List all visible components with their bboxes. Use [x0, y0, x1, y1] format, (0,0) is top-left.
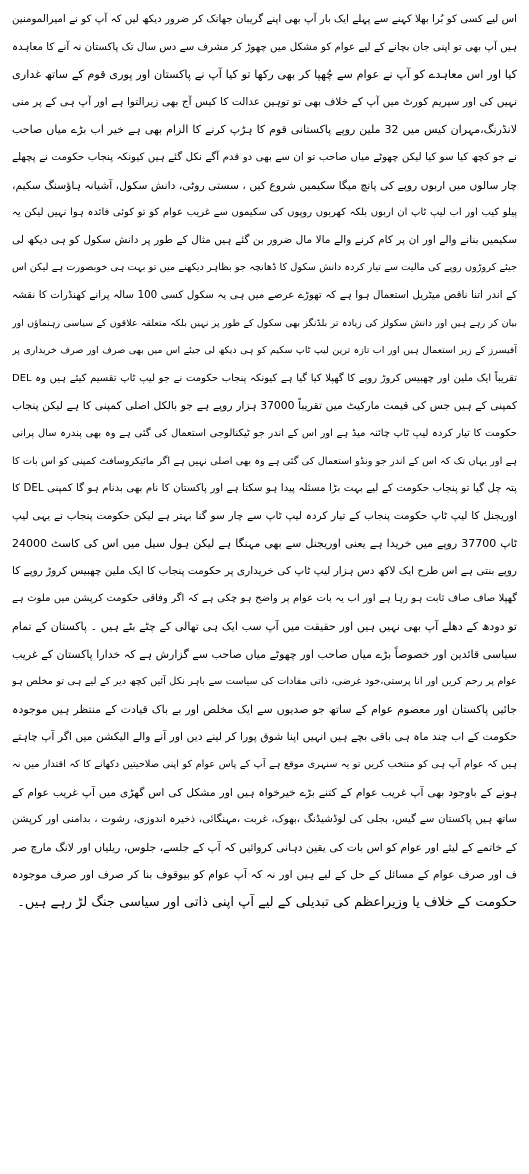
article-line-last: حکومت کے خلاف یا وزیراعظم کی تبدیلی کے لیے آپ اپنی ذاتی اور سیاسی جنگ لڑ رہے ہیں۔ — [17, 895, 517, 910]
article-line: عوام پر رحم کریں اور انا پرستی،خود غرضی، ذاتی مفادات کی سیاست سے باہر نکل آئیں کچھ دیر کے لیے ہی تو مخلص ہو — [12, 676, 517, 688]
article-line: ہونے کے باوجود بھی آپ غریب عوام کے کتنے بڑے خیرخواہ ہیں اور مشکل کی اس گھڑی میں آپ غریب عوام کے — [12, 785, 517, 799]
article-line: ٹاپ 37700 روپے میں خریدا ہے یعنی اوریجنل سے بھی مہنگا ہے لیکن ہول سیل میں اس کی کاسٹ 24000 — [12, 537, 517, 551]
article-line: چار سالوں میں اربوں روپے کی پانچ میگا سکیمیں شروع کیں ، سستی روٹی، دانش سکول، آشیانہ ہاؤسنگ سکیم، — [12, 178, 517, 192]
article-line: گھپلا صاف صاف ثابت ہو رہا ہے اور اب یہ بات عوام پر واضح ہو چکی ہے کہ اگر وفاقی حکومت کرپشن میں ملوث ہے — [12, 593, 517, 605]
article-line: ساتھ ہیں پاکستان سے گیس، بجلی کی لوڈشیڈنگ ،بھوک، غربت ،مہنگائی، ذخیرہ اندوزی، رشوت ، بدامنی اور کرپشن — [12, 813, 517, 826]
article-line: کیا اور اس معاہدے کو آپ نے عوام سے چُھپا کر بھی رکھا تو کیا آپ نے پاکستان اور پوری قوم کے ساتھ غداری — [12, 68, 517, 82]
article-line: حکومت کا تیار کردہ لیپ ٹاپ چائنہ میڈ ہے اور اس کے اندر جو ٹیکنالوجی استعمال کی گئی ہے وہ بھی پندرہ سال پرانی — [12, 427, 517, 439]
article-line: نہیں کی اور سپریم کورٹ میں آپ کے خلاف بھی تو توہین عدالت کا کیس آج بھی زیرالتوا ہے اور آپ ہی کے پر منی — [12, 95, 517, 108]
article-line: حکومت کے اب چند ماہ ہی باقی بچے ہیں انہیں اپنا شوق پورا کر لینے دیں اور آنے والے الیکشن میں اگر آپ چاہتے — [12, 730, 517, 744]
article-line: کے خاتمے کے لیئے اور عوام کو اس بات کی یقین دہانی کروائیں کہ آپ کے جلسے، جلوس، ریلیاں اور لانگ مارچ صر — [12, 840, 517, 854]
article-line: جیئے کروڑوں روپے کی مالیت سے تیار کردہ دانش سکول کا ڈھانچہ جو بظاہر دیکھنے میں تو بہت ہی خوبصورت ہے لیکن اس — [12, 262, 517, 274]
article-line: ہیں آپ بھی تو اپنی جان بچانے کے لیے عوام کو مشکل میں چھوڑ کر مشرف سے دس سال تک پاکستان نہ آنے کا معاہدہ — [12, 40, 517, 53]
article-line: سیاسی قائدین اور خصوصاً بڑے میاں صاحب اور چھوٹے میاں صاحب سے گزارش ہے کہ خدارا پاکستان کے غریب — [12, 647, 517, 661]
article-body — [12, 6, 517, 917]
article-line: آفیسرز کے زیر استعمال ہیں اور اب تازہ ترین لیپ ٹاپ سکیم کو ہی دیکھ لی جیئے اس میں بھی صرف اور صرف خریداری پر — [12, 345, 517, 357]
article-line: کے اندر اتنا ناقص میٹریل استعمال ہوا ہے کہ تھوڑے عرصے میں ہی یہ سکول کسی 100 سالہ پرانے کھنڈرات کا نقشہ — [12, 288, 517, 301]
article-line: ہے اور یہاں تک کہ اس کے اندر جو ونڈو استعمال کی گئی ہے وہ بھی اصلی نہیں ہے اگر مائیکروسافٹ کمپنی کو اس بات کا — [12, 455, 517, 467]
article-line: روپے بنتی ہے اس طرح ایک لاکھ دس ہزار لیپ ٹاپ کی خریداری پر حکومت پنجاب کا ایک ملین چھبیس کروڑ روپے کا — [12, 564, 517, 577]
article-line: نے جو کچھ کیا سو کیا لیکن چھوٹے میاں صاحب تو ان سے بھی دو قدم آگے نکل گئے ہیں کیونکہ پنجاب حکومت نے پچھلے — [12, 150, 517, 163]
article-line: لانڈرنگ،مہران کیس میں 32 ملین روپے پاکستانی قوم کا ہڑپ کرنے کا الزام بھی ہے خیر اب بڑے میاں صاحب — [12, 123, 517, 137]
article-line: سکیمیں بنانے والے اور ان پر کام کرنے والے مالا مال ضرور بن گئے ہیں مثال کے طور پر دانش سکول کو ہی دیکھ لی — [12, 233, 517, 246]
article-line: تقریباً ایک ملین اور چھبیس کروڑ روپے کا گھپلا کیا گیا ہے کیونکہ پنجاب حکومت نے جو لیپ ٹاپ تقسیم کیئے ہیں وہ DEL — [12, 372, 517, 384]
article-line: پیلو کیب اور اب لیپ ٹاپ ان اربوں بلکہ کھربوں روپوں کی سکیموں سے غریب عوام کو تو کوئی فائدہ ہوا نہیں لیکن یہ — [12, 207, 517, 219]
article-line: اس لیے کسی کو بُرا بھلا کہنے سے پہلے ایک بار آپ بھی اپنے گریبان جھانک کر ضرور دیکھ لیں کہ آپ کو نے امیرالمومنین — [12, 13, 517, 25]
article-line: پتہ چل گیا تو پنجاب حکومت کے لیے بہت بڑا مسئلہ پیدا ہو سکتا ہے اور پاکستان کا نام بھی بدنام ہو گا کمپنی DEL کا — [12, 482, 517, 495]
article-line: کمپنی کے ہیں جس کی قیمت مارکیٹ میں تقریباً 37000 ہزار روپے ہے جو بالکل اصلی کمپنی کا ہے لیکن پنجاب — [12, 399, 517, 413]
article-line: ہیں کہ عوام آپ ہی کو منتخب کریں تو یہ سنہری موقع ہے آپ کے پاس عوام کو اپنی صلاحیتیں دکھانے کا کہ اقتدار میں نہ — [12, 759, 517, 771]
article-line: بیان کر رہے ہیں اور دانش سکولز کی زیادہ تر بلڈنگز بھی سکول کے طور پر نہیں بلکہ متعلقہ علاقوں کے سیاسی رہنماؤں اور — [12, 317, 517, 329]
article-line: تو دودھ کے دھلے آپ بھی نہیں ہیں اور حقیقت میں آپ سب ایک ہی تھالی کے چٹے بٹے ہیں ۔ پاکستان کے تمام — [12, 620, 517, 634]
article-line: جائیں پاکستان اور معصوم عوام کے ساتھ جو صدیوں سے ایک مخلص اور بے باک قیادت کے منتظر ہیں موجودہ — [12, 702, 517, 716]
article-line: ف اور صرف عوام کے مسائل کے حل کے لیے ہیں اور نہ کہ آپ عوام کو بیوقوف بنا کر صرف اور صرف موجودہ — [12, 868, 517, 882]
article-line: اوریجنل کا لیپ ٹاپ حکومت پنجاب کے تیار کردہ لیپ ٹاپ سے چار سو گنا بہتر ہے لیکن حکومت پنجاب نے یہی لیپ — [12, 509, 517, 522]
